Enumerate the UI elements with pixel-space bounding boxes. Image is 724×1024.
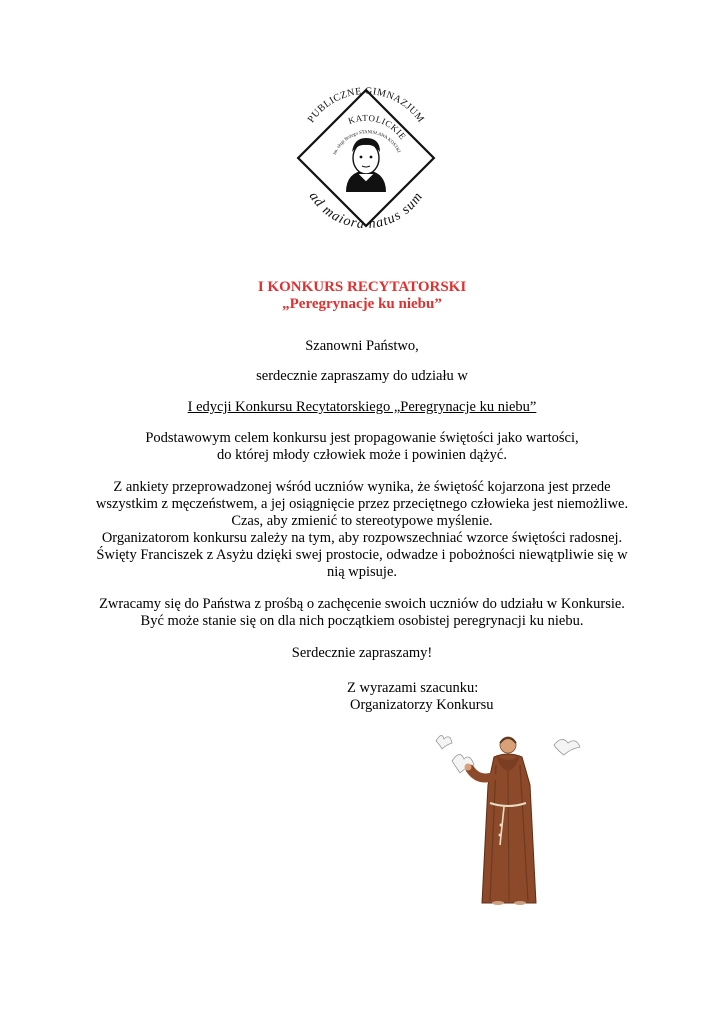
logo-patron-text: im. sługi Bożego STANISŁAWA KOSTKI <box>331 129 402 156</box>
logo-motto-text: ad maiora natus sum <box>305 189 427 233</box>
svg-text:ad maiora natus sum <box>306 189 427 232</box>
paragraph-line: Być może stanie się on dla nich początkiem osobistej peregrynacji ku niebu. <box>140 613 584 629</box>
paragraph-line: Organizatorom konkursu zależy na tym, aby rozpowszechniać wzorce świętości radosnej. <box>101 530 623 546</box>
regards-line: Z wyrazami szacunku: <box>347 680 479 696</box>
closing-line: Serdecznie zapraszamy! <box>291 645 433 661</box>
paragraph-line: do której młody człowiek może i powinien dążyć. <box>217 447 507 463</box>
greeting: Szanowni Państwo, <box>305 338 419 354</box>
logo-arc-inner-text: KATOLICKIE <box>346 112 409 142</box>
invite-line: serdecznie zapraszamy do udziału w <box>256 368 468 384</box>
paragraph-line: wszystkim z męczeństwem, a jej osiągnięcie przez przeciętnego człowieka jest niemożliwe. <box>95 496 629 512</box>
paragraph-line: Z ankiety przeprowadzonej wśród uczniów wynika, że świętość kojarzona jest przede <box>113 479 611 495</box>
paragraph-line: Zwracamy się do Państwa z prośbą o zachęcenie swoich uczniów do udziału w Konkursie. <box>99 596 625 612</box>
contest-title: I KONKURS RECYTATORSKI <box>257 279 467 295</box>
portrait-icon <box>346 138 386 192</box>
contest-subtitle: „Peregrynacje ku niebu” <box>282 296 442 312</box>
school-logo <box>288 80 444 236</box>
paragraph-purpose <box>0 430 724 464</box>
paragraph-survey <box>0 479 724 581</box>
paragraph-line: Podstawowym celem konkursu jest propagowanie świętości jako wartości, <box>145 430 579 446</box>
paragraph-request <box>0 596 724 630</box>
logo-arc-top-text: PUBLICZNE GIMNAZJUM <box>305 85 427 125</box>
saint-francis-illustration <box>430 725 586 905</box>
signature-line: Organizatorzy Konkursu <box>350 697 494 713</box>
paragraph-line: Czas, aby zmienić to stereotypowe myślenie. <box>231 513 493 529</box>
paragraph-line: Święty Franciszek z Asyżu dzięki swej prostocie, odwadze i pobożności niewątpliwie się w <box>96 547 628 563</box>
edition-line: I edycji Konkursu Recytatorskiego „Peregrynacje ku niebu” <box>187 399 537 415</box>
paragraph-line: nią wpisuje. <box>326 564 398 580</box>
svg-text:KATOLICKIE <box>347 113 408 142</box>
